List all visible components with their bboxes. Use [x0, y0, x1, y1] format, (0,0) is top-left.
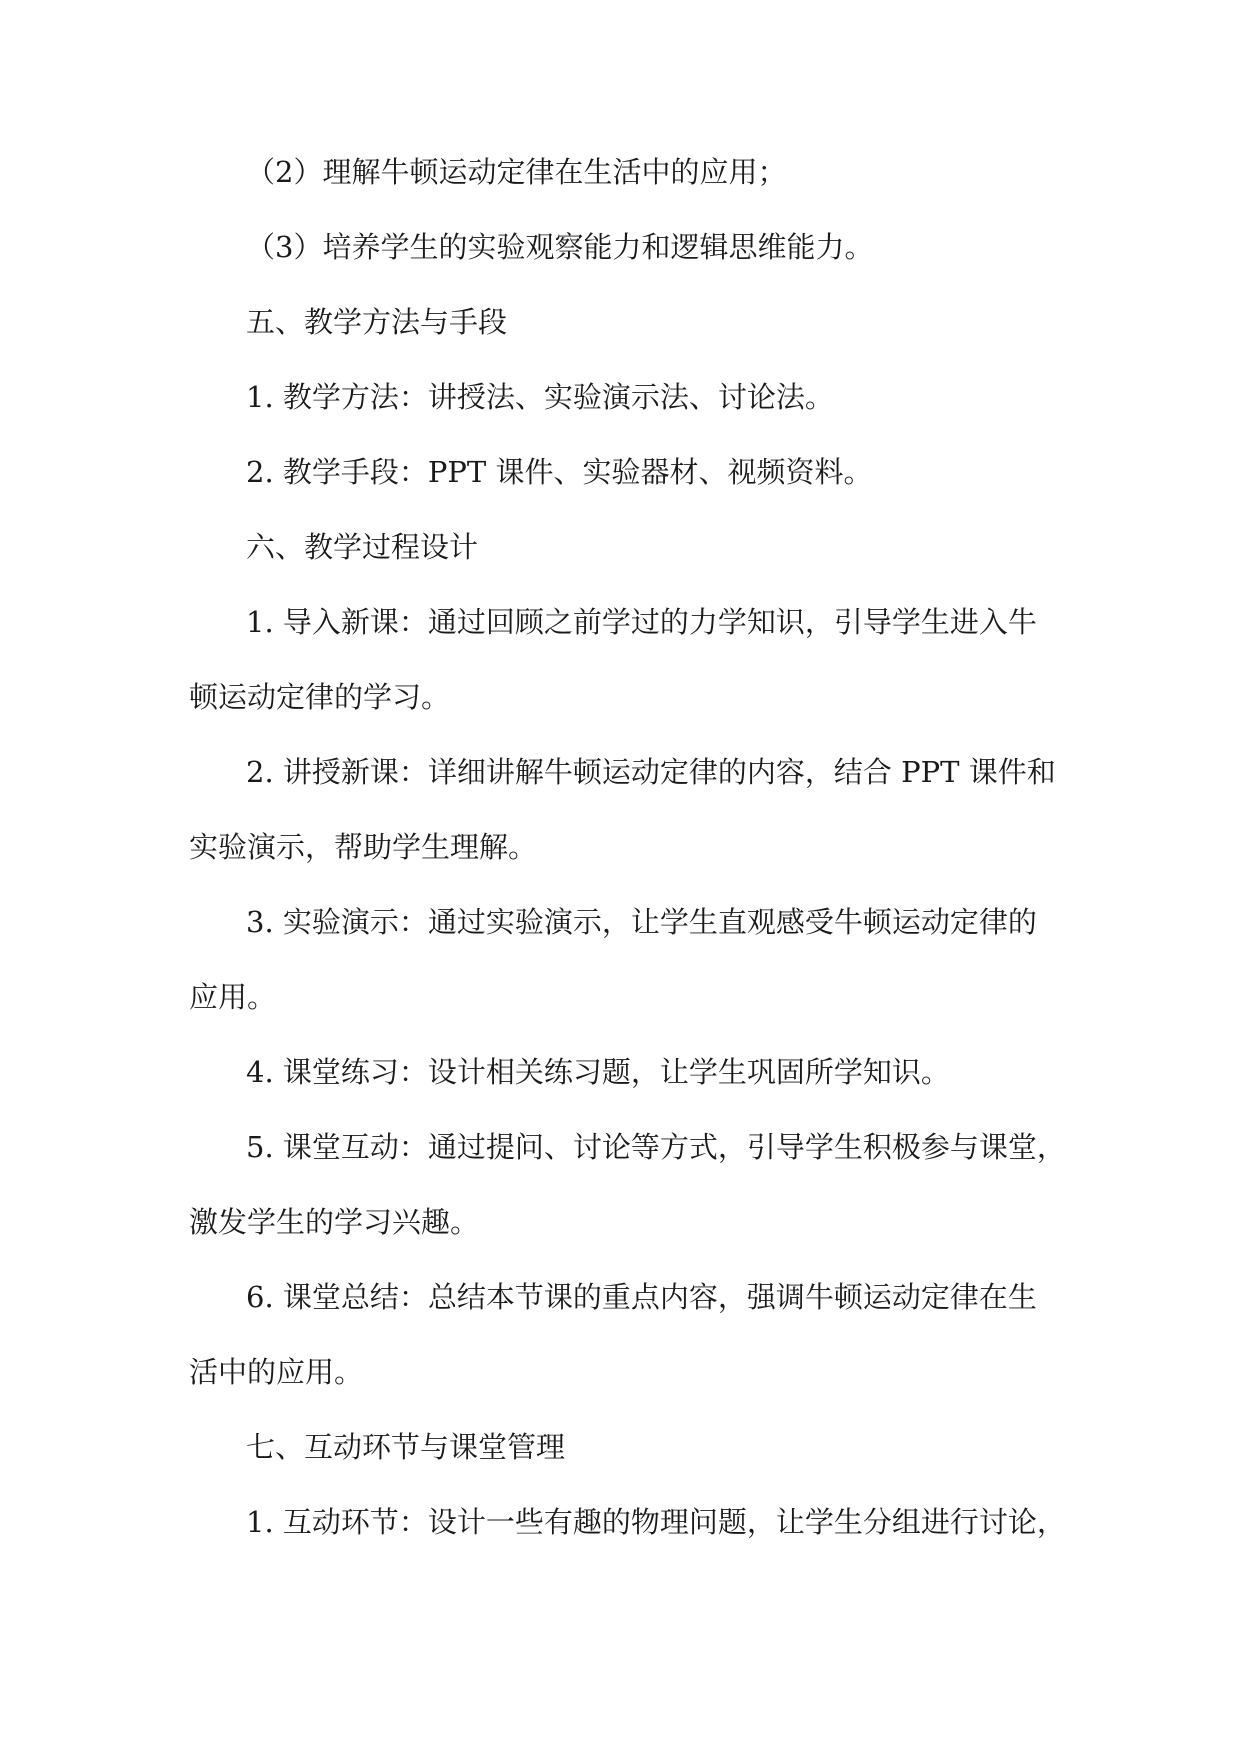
- process-item-2: 2. 讲授新课：详细讲解牛顿运动定律的内容，结合 PPT 课件和: [246, 755, 1056, 789]
- section-6-heading: 六、教学过程设计: [246, 530, 479, 564]
- method-item-2: 2. 教学手段：PPT 课件、实验器材、视频资料。: [246, 455, 873, 489]
- method-item-1: 1. 教学方法：讲授法、实验演示法、讨论法。: [246, 380, 834, 414]
- process-item-5: 5. 课堂互动：通过提问、讨论等方式，引导学生积极参与课堂，: [246, 1130, 1066, 1164]
- process-item-2-cont: 实验演示，帮助学生理解。: [189, 830, 538, 864]
- process-item-6-cont: 活中的应用。: [189, 1355, 364, 1389]
- section-7-heading: 七、互动环节与课堂管理: [246, 1430, 566, 1464]
- process-item-5-cont: 激发学生的学习兴趣。: [189, 1205, 480, 1239]
- section-5-heading: 五、教学方法与手段: [246, 305, 508, 339]
- process-item-6: 6. 课堂总结：总结本节课的重点内容，强调牛顿运动定律在生: [246, 1280, 1037, 1314]
- objective-3-line: （3）培养学生的实验观察能力和逻辑思维能力。: [246, 230, 874, 264]
- process-item-3-cont: 应用。: [189, 980, 277, 1014]
- objective-2-line: （2）理解牛顿运动定律在生活中的应用；: [246, 155, 787, 189]
- process-item-1-cont: 顿运动定律的学习。: [189, 680, 451, 714]
- process-item-3: 3. 实验演示：通过实验演示，让学生直观感受牛顿运动定律的: [246, 905, 1037, 939]
- process-item-4: 4. 课堂练习：设计相关练习题，让学生巩固所学知识。: [246, 1055, 950, 1089]
- process-item-1: 1. 导入新课：通过回顾之前学过的力学知识，引导学生进入牛: [246, 605, 1037, 639]
- interaction-item-1: 1. 互动环节：设计一些有趣的物理问题，让学生分组进行讨论，: [246, 1505, 1066, 1539]
